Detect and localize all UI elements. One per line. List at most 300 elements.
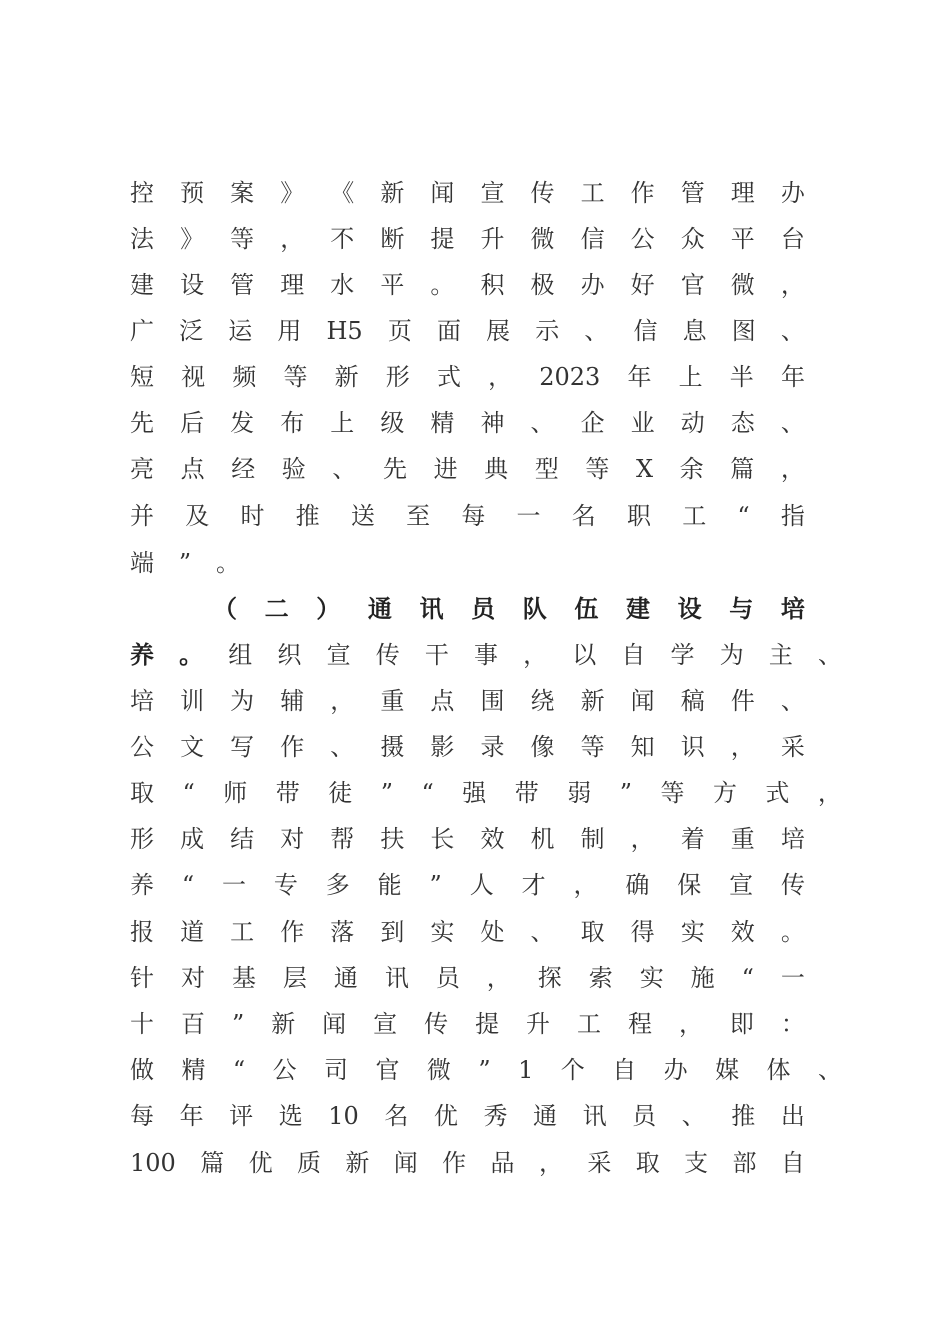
text-glyph: 工 (577, 1010, 601, 1038)
text-glyph: 辅 (280, 687, 305, 715)
text-glyph: 员 (632, 1102, 657, 1130)
text-glyph: 取 (635, 1149, 660, 1177)
text-glyph: 实 (430, 918, 455, 946)
text-glyph: 名 (384, 1102, 409, 1130)
text-glyph: 年 (780, 363, 805, 391)
text-glyph: 作 (630, 179, 655, 207)
text-glyph: ： (780, 1010, 805, 1038)
text-glyph: 徒 (328, 779, 353, 807)
text-glyph: 自 (621, 641, 646, 669)
text-glyph: 每 (130, 1102, 154, 1130)
text-line (130, 400, 805, 446)
text-glyph: 部 (732, 1149, 757, 1177)
text-glyph: 广 (130, 317, 154, 345)
text-glyph: 理 (280, 271, 305, 299)
text-glyph: 半 (729, 363, 754, 391)
text-glyph: 、 (530, 918, 555, 946)
text-glyph: 重 (380, 687, 405, 715)
text-glyph: 运 (228, 317, 253, 345)
text-glyph: 培 (780, 825, 805, 853)
text-glyph: 采 (587, 1149, 612, 1177)
text-glyph: 型 (534, 455, 559, 483)
text-glyph: ， (780, 455, 805, 483)
text-glyph: 至 (406, 502, 431, 530)
text-glyph: ” (231, 1010, 245, 1038)
text-glyph: 形 (130, 825, 154, 853)
text-glyph: 工 (682, 502, 707, 530)
text-glyph: 重 (730, 825, 755, 853)
text-glyph: 新 (345, 1149, 370, 1177)
text-glyph: 余 (679, 455, 704, 483)
text-glyph: 宣 (326, 641, 351, 669)
text-line (130, 446, 805, 492)
text-glyph: 新 (380, 179, 405, 207)
text-glyph: 极 (530, 271, 555, 299)
text-glyph: 台 (780, 225, 805, 253)
text-glyph: 提 (475, 1010, 500, 1038)
text-glyph: 。 (216, 549, 240, 577)
text-glyph: 亮 (130, 455, 154, 483)
text-glyph: 。 (179, 640, 204, 669)
text-glyph: “ (181, 871, 195, 899)
text-line (130, 724, 805, 770)
text-glyph: 师 (223, 779, 248, 807)
text-glyph: 公 (630, 225, 655, 253)
text-glyph: 像 (530, 733, 555, 761)
text-glyph: 实 (680, 918, 705, 946)
text-glyph: 即 (729, 1010, 754, 1038)
text-glyph: 管 (230, 271, 255, 299)
text-line (130, 862, 805, 908)
text-glyph: 采 (780, 733, 805, 761)
text-glyph: “ (741, 964, 754, 992)
text-glyph: 微 (530, 225, 555, 253)
text-glyph: 文 (180, 733, 205, 761)
text-glyph: 信 (580, 225, 605, 253)
text-glyph: 》 (280, 179, 305, 207)
text-glyph: 二 (264, 594, 289, 623)
text-glyph: 施 (690, 964, 715, 992)
text-glyph: 质 (296, 1149, 321, 1177)
text-glyph: 结 (230, 825, 255, 853)
text-glyph: ” (380, 779, 393, 807)
text-glyph: 用 (277, 317, 302, 345)
text-glyph: 推 (295, 502, 320, 530)
text-glyph: 新 (271, 1010, 296, 1038)
text-glyph: 建 (130, 271, 154, 299)
text-glyph: 传 (530, 179, 555, 207)
text-glyph: “ (421, 779, 434, 807)
text-glyph: 断 (380, 225, 405, 253)
text-glyph: 围 (480, 687, 505, 715)
text-glyph: 索 (588, 964, 613, 992)
text-glyph: 作 (280, 918, 305, 946)
text-glyph: 传 (375, 641, 400, 669)
text-line (130, 632, 842, 678)
text-glyph: 办 (780, 179, 805, 207)
text-glyph: 才 (521, 871, 546, 899)
text-glyph: 、 (817, 641, 842, 669)
text-glyph: 送 (350, 502, 375, 530)
text-glyph: 为 (719, 641, 744, 669)
text-glyph: 长 (430, 825, 455, 853)
text-glyph: 形 (385, 363, 410, 391)
text-glyph: 提 (430, 225, 455, 253)
text-glyph: ， (780, 271, 805, 299)
text-glyph: （ (213, 594, 237, 623)
text-glyph: 员 (471, 594, 496, 623)
text-glyph: 息 (682, 317, 707, 345)
text-glyph: 。 (780, 918, 805, 946)
text-glyph: 确 (625, 871, 650, 899)
text-glyph: 出 (780, 1102, 805, 1130)
text-glyph: 指 (780, 502, 805, 530)
text-glyph: 、 (780, 409, 805, 437)
text-glyph: ， (730, 733, 755, 761)
text-glyph: 百 (180, 1010, 205, 1038)
text-glyph: 人 (469, 871, 494, 899)
text-glyph: 稿 (680, 687, 705, 715)
text-glyph: 篇 (200, 1149, 225, 1177)
text-glyph: 新 (334, 363, 359, 391)
text-glyph: 讯 (419, 594, 444, 623)
text-glyph: 办 (663, 1056, 688, 1084)
text-glyph: 自 (780, 1149, 805, 1177)
text-glyph: 展 (486, 317, 511, 345)
text-glyph: 升 (526, 1010, 551, 1038)
text-glyph: 后 (180, 409, 205, 437)
text-glyph: 工 (580, 179, 605, 207)
text-glyph: 优 (433, 1102, 458, 1130)
text-glyph: 等 (230, 225, 255, 253)
text-glyph: ， (817, 779, 842, 807)
text-glyph: 法 (130, 225, 154, 253)
text-glyph: ” (619, 779, 632, 807)
text-glyph: 对 (280, 825, 305, 853)
text-glyph: 通 (333, 964, 358, 992)
text-glyph: 效 (480, 825, 505, 853)
text-glyph: 支 (684, 1149, 709, 1177)
text-glyph: “ (182, 779, 195, 807)
text-glyph: 办 (580, 271, 605, 299)
text-glyph: 态 (730, 409, 755, 437)
text-glyph: 优 (248, 1149, 273, 1177)
text-glyph: 积 (480, 271, 505, 299)
text-glyph: 宣 (480, 179, 505, 207)
text-glyph: 宣 (729, 871, 754, 899)
text-glyph: 图 (731, 317, 756, 345)
text-glyph: 培 (130, 687, 154, 715)
text-glyph: 学 (670, 641, 695, 669)
text-glyph: 神 (480, 409, 505, 437)
text-glyph: 年 (627, 363, 652, 391)
text-glyph: 传 (780, 871, 805, 899)
text-glyph: 。 (430, 271, 455, 299)
text-glyph: 程 (627, 1010, 652, 1038)
text-glyph: 保 (677, 871, 702, 899)
text-glyph: 摄 (380, 733, 405, 761)
text-glyph: 讯 (384, 964, 409, 992)
text-glyph: 式 (436, 363, 461, 391)
text-glyph: 推 (731, 1102, 756, 1130)
text-glyph: 并 (130, 502, 154, 530)
text-glyph: 精 (430, 409, 455, 437)
text-line (130, 1047, 842, 1093)
text-glyph: 件 (730, 687, 755, 715)
text-glyph: 、 (780, 687, 805, 715)
text-glyph: 、 (681, 1102, 706, 1130)
text-glyph: 点 (180, 455, 205, 483)
text-glyph: 着 (680, 825, 705, 853)
text-glyph: 为 (230, 687, 255, 715)
text-glyph: 布 (280, 409, 305, 437)
text-glyph: 带 (275, 779, 300, 807)
text-glyph: 通 (533, 1102, 558, 1130)
text-glyph: 闻 (393, 1149, 418, 1177)
text-glyph: ， (488, 363, 513, 391)
text-glyph: 建 (626, 594, 650, 623)
text-glyph: 升 (480, 225, 505, 253)
text-glyph: 司 (324, 1056, 349, 1084)
text-glyph: 报 (130, 918, 154, 946)
text-line (130, 816, 805, 862)
text-glyph: 干 (424, 641, 449, 669)
text-glyph: 训 (180, 687, 205, 715)
text-glyph: 不 (330, 225, 355, 253)
text-glyph: 员 (435, 964, 460, 992)
text-glyph: 讯 (582, 1102, 607, 1130)
text-line (130, 678, 805, 724)
text-glyph: 频 (232, 363, 257, 391)
text-glyph: 《 (330, 179, 355, 207)
text-glyph: 十 (130, 1010, 154, 1038)
text-glyph: ” (178, 549, 192, 577)
text-glyph: 组 (228, 641, 253, 669)
text-glyph: 到 (380, 918, 405, 946)
text-glyph: 效 (730, 918, 755, 946)
text-glyph: 帮 (330, 825, 355, 853)
text-glyph: 进 (433, 455, 458, 483)
text-glyph: 上 (678, 363, 703, 391)
text-glyph: 处 (480, 918, 505, 946)
text-glyph: 层 (282, 964, 307, 992)
text-glyph: 2023 (539, 363, 601, 391)
text-glyph: 及 (185, 502, 210, 530)
text-glyph: 一 (780, 964, 805, 992)
text-glyph: 页 (387, 317, 412, 345)
text-glyph: 新 (580, 687, 605, 715)
text-glyph: 先 (382, 455, 407, 483)
text-glyph: 选 (278, 1102, 303, 1130)
text-glyph: 年 (179, 1102, 204, 1130)
text-glyph: 等 (283, 363, 308, 391)
text-glyph: 、 (780, 317, 805, 345)
text-glyph: 强 (462, 779, 487, 807)
text-glyph: 传 (424, 1010, 449, 1038)
text-glyph: 平 (730, 225, 755, 253)
text-glyph: 主 (768, 641, 793, 669)
text-glyph: 取 (130, 779, 154, 807)
text-glyph: ， (630, 825, 655, 853)
text-glyph: 实 (639, 964, 664, 992)
text-glyph: 设 (677, 594, 702, 623)
text-glyph: 伍 (574, 594, 599, 623)
text-glyph: 品 (490, 1149, 515, 1177)
text-glyph: 评 (229, 1102, 254, 1130)
text-glyph: 微 (730, 271, 755, 299)
text-glyph: 级 (380, 409, 405, 437)
text-glyph: ） (316, 594, 341, 623)
text-glyph: 经 (231, 455, 256, 483)
text-glyph: 精 (181, 1056, 206, 1084)
text-line (130, 955, 805, 1001)
text-glyph: 队 (522, 594, 547, 623)
text-glyph: 理 (730, 179, 755, 207)
text-glyph: 控 (130, 179, 154, 207)
text-glyph: ， (538, 1149, 563, 1177)
text-glyph: 养 (130, 640, 154, 669)
text-glyph: 工 (230, 918, 255, 946)
text-glyph: 培 (780, 594, 805, 623)
text-glyph: 职 (626, 502, 651, 530)
text-glyph: 闻 (630, 687, 655, 715)
text-glyph: 发 (230, 409, 255, 437)
text-glyph: ， (678, 1010, 703, 1038)
text-glyph: 一 (222, 871, 247, 899)
text-line (130, 262, 805, 308)
text-glyph: 一 (516, 502, 541, 530)
text-glyph: 官 (375, 1056, 400, 1084)
text-glyph: 对 (180, 964, 205, 992)
text-glyph: 作 (280, 733, 305, 761)
text-glyph: 写 (230, 733, 255, 761)
text-glyph: 泛 (179, 317, 204, 345)
text-glyph: 机 (530, 825, 555, 853)
text-glyph: ， (573, 871, 598, 899)
text-glyph: 绕 (530, 687, 555, 715)
text-glyph: 个 (560, 1056, 585, 1084)
text-glyph: 识 (680, 733, 705, 761)
text-glyph: ， (280, 225, 305, 253)
text-glyph: ， (523, 641, 548, 669)
text-glyph: 视 (181, 363, 206, 391)
text-glyph: 点 (430, 687, 455, 715)
text-glyph: 设 (180, 271, 205, 299)
text-glyph: 端 (130, 549, 154, 577)
text-glyph: 等 (580, 733, 605, 761)
text-glyph: 方 (712, 779, 737, 807)
text-glyph: 、 (817, 1056, 842, 1084)
text-glyph: ， (330, 687, 355, 715)
text-glyph: 等 (585, 455, 610, 483)
text-glyph: 自 (612, 1056, 637, 1084)
text-line (130, 1140, 805, 1186)
text-glyph: 媒 (715, 1056, 740, 1084)
text-glyph: 水 (330, 271, 355, 299)
text-line (130, 216, 805, 262)
text-line (130, 170, 805, 216)
text-glyph: 扶 (380, 825, 405, 853)
text-glyph: 体 (766, 1056, 791, 1084)
text-glyph: 针 (130, 964, 154, 992)
text-glyph: 、 (584, 317, 609, 345)
text-glyph: 织 (277, 641, 302, 669)
text-glyph: 案 (230, 179, 255, 207)
text-glyph: 专 (273, 871, 298, 899)
text-glyph: 示 (535, 317, 560, 345)
text-glyph: 业 (630, 409, 655, 437)
text-glyph: “ (232, 1056, 246, 1084)
text-glyph: 1 (518, 1056, 534, 1084)
text-glyph: ” (429, 871, 442, 899)
text-glyph: 事 (473, 641, 498, 669)
text-glyph: 、 (330, 733, 355, 761)
text-glyph: 与 (729, 594, 754, 623)
text-glyph: 制 (580, 825, 605, 853)
text-glyph: 落 (330, 918, 355, 946)
text-glyph: 动 (680, 409, 705, 437)
text-glyph: 影 (430, 733, 455, 761)
text-glyph: 取 (580, 918, 605, 946)
text-glyph: 、 (332, 455, 357, 483)
text-glyph: 式 (765, 779, 790, 807)
text-glyph: 名 (571, 502, 596, 530)
text-glyph: 预 (180, 179, 205, 207)
text-line (130, 308, 805, 354)
text-glyph: 弱 (567, 779, 592, 807)
section-heading (213, 586, 805, 632)
text-glyph: 闻 (430, 179, 455, 207)
text-glyph: 平 (380, 271, 405, 299)
text-line (130, 354, 805, 400)
text-glyph: 微 (426, 1056, 451, 1084)
text-line (130, 493, 805, 539)
text-glyph: 秀 (483, 1102, 508, 1130)
text-glyph: 典 (484, 455, 509, 483)
text-glyph: 闻 (322, 1010, 347, 1038)
text-glyph: 成 (180, 825, 205, 853)
text-glyph: 管 (680, 179, 705, 207)
text-glyph: 宣 (373, 1010, 398, 1038)
text-glyph: 企 (580, 409, 605, 437)
text-glyph: 探 (537, 964, 562, 992)
text-glyph: 先 (130, 409, 154, 437)
text-glyph: 面 (436, 317, 461, 345)
text-line (130, 1001, 805, 1047)
text-glyph: 好 (630, 271, 655, 299)
text-line (130, 1093, 805, 1139)
text-glyph: 短 (130, 363, 154, 391)
text-glyph: 时 (240, 502, 265, 530)
text-glyph: 道 (180, 918, 205, 946)
text-glyph: 知 (630, 733, 655, 761)
text-glyph: 养 (130, 871, 154, 899)
text-glyph: 官 (680, 271, 705, 299)
text-glyph: 公 (130, 733, 154, 761)
text-glyph: 》 (180, 225, 205, 253)
text-glyph: ， (486, 964, 511, 992)
text-glyph: 录 (480, 733, 505, 761)
text-glyph: X (635, 455, 654, 483)
text-glyph: 篇 (730, 455, 755, 483)
text-glyph: 基 (231, 964, 256, 992)
text-glyph: 验 (281, 455, 306, 483)
text-glyph: 信 (633, 317, 658, 345)
text-glyph: ” (478, 1056, 491, 1084)
text-glyph: 做 (130, 1056, 154, 1084)
text-glyph: H5 (326, 317, 363, 345)
text-glyph: 100 (130, 1149, 176, 1177)
